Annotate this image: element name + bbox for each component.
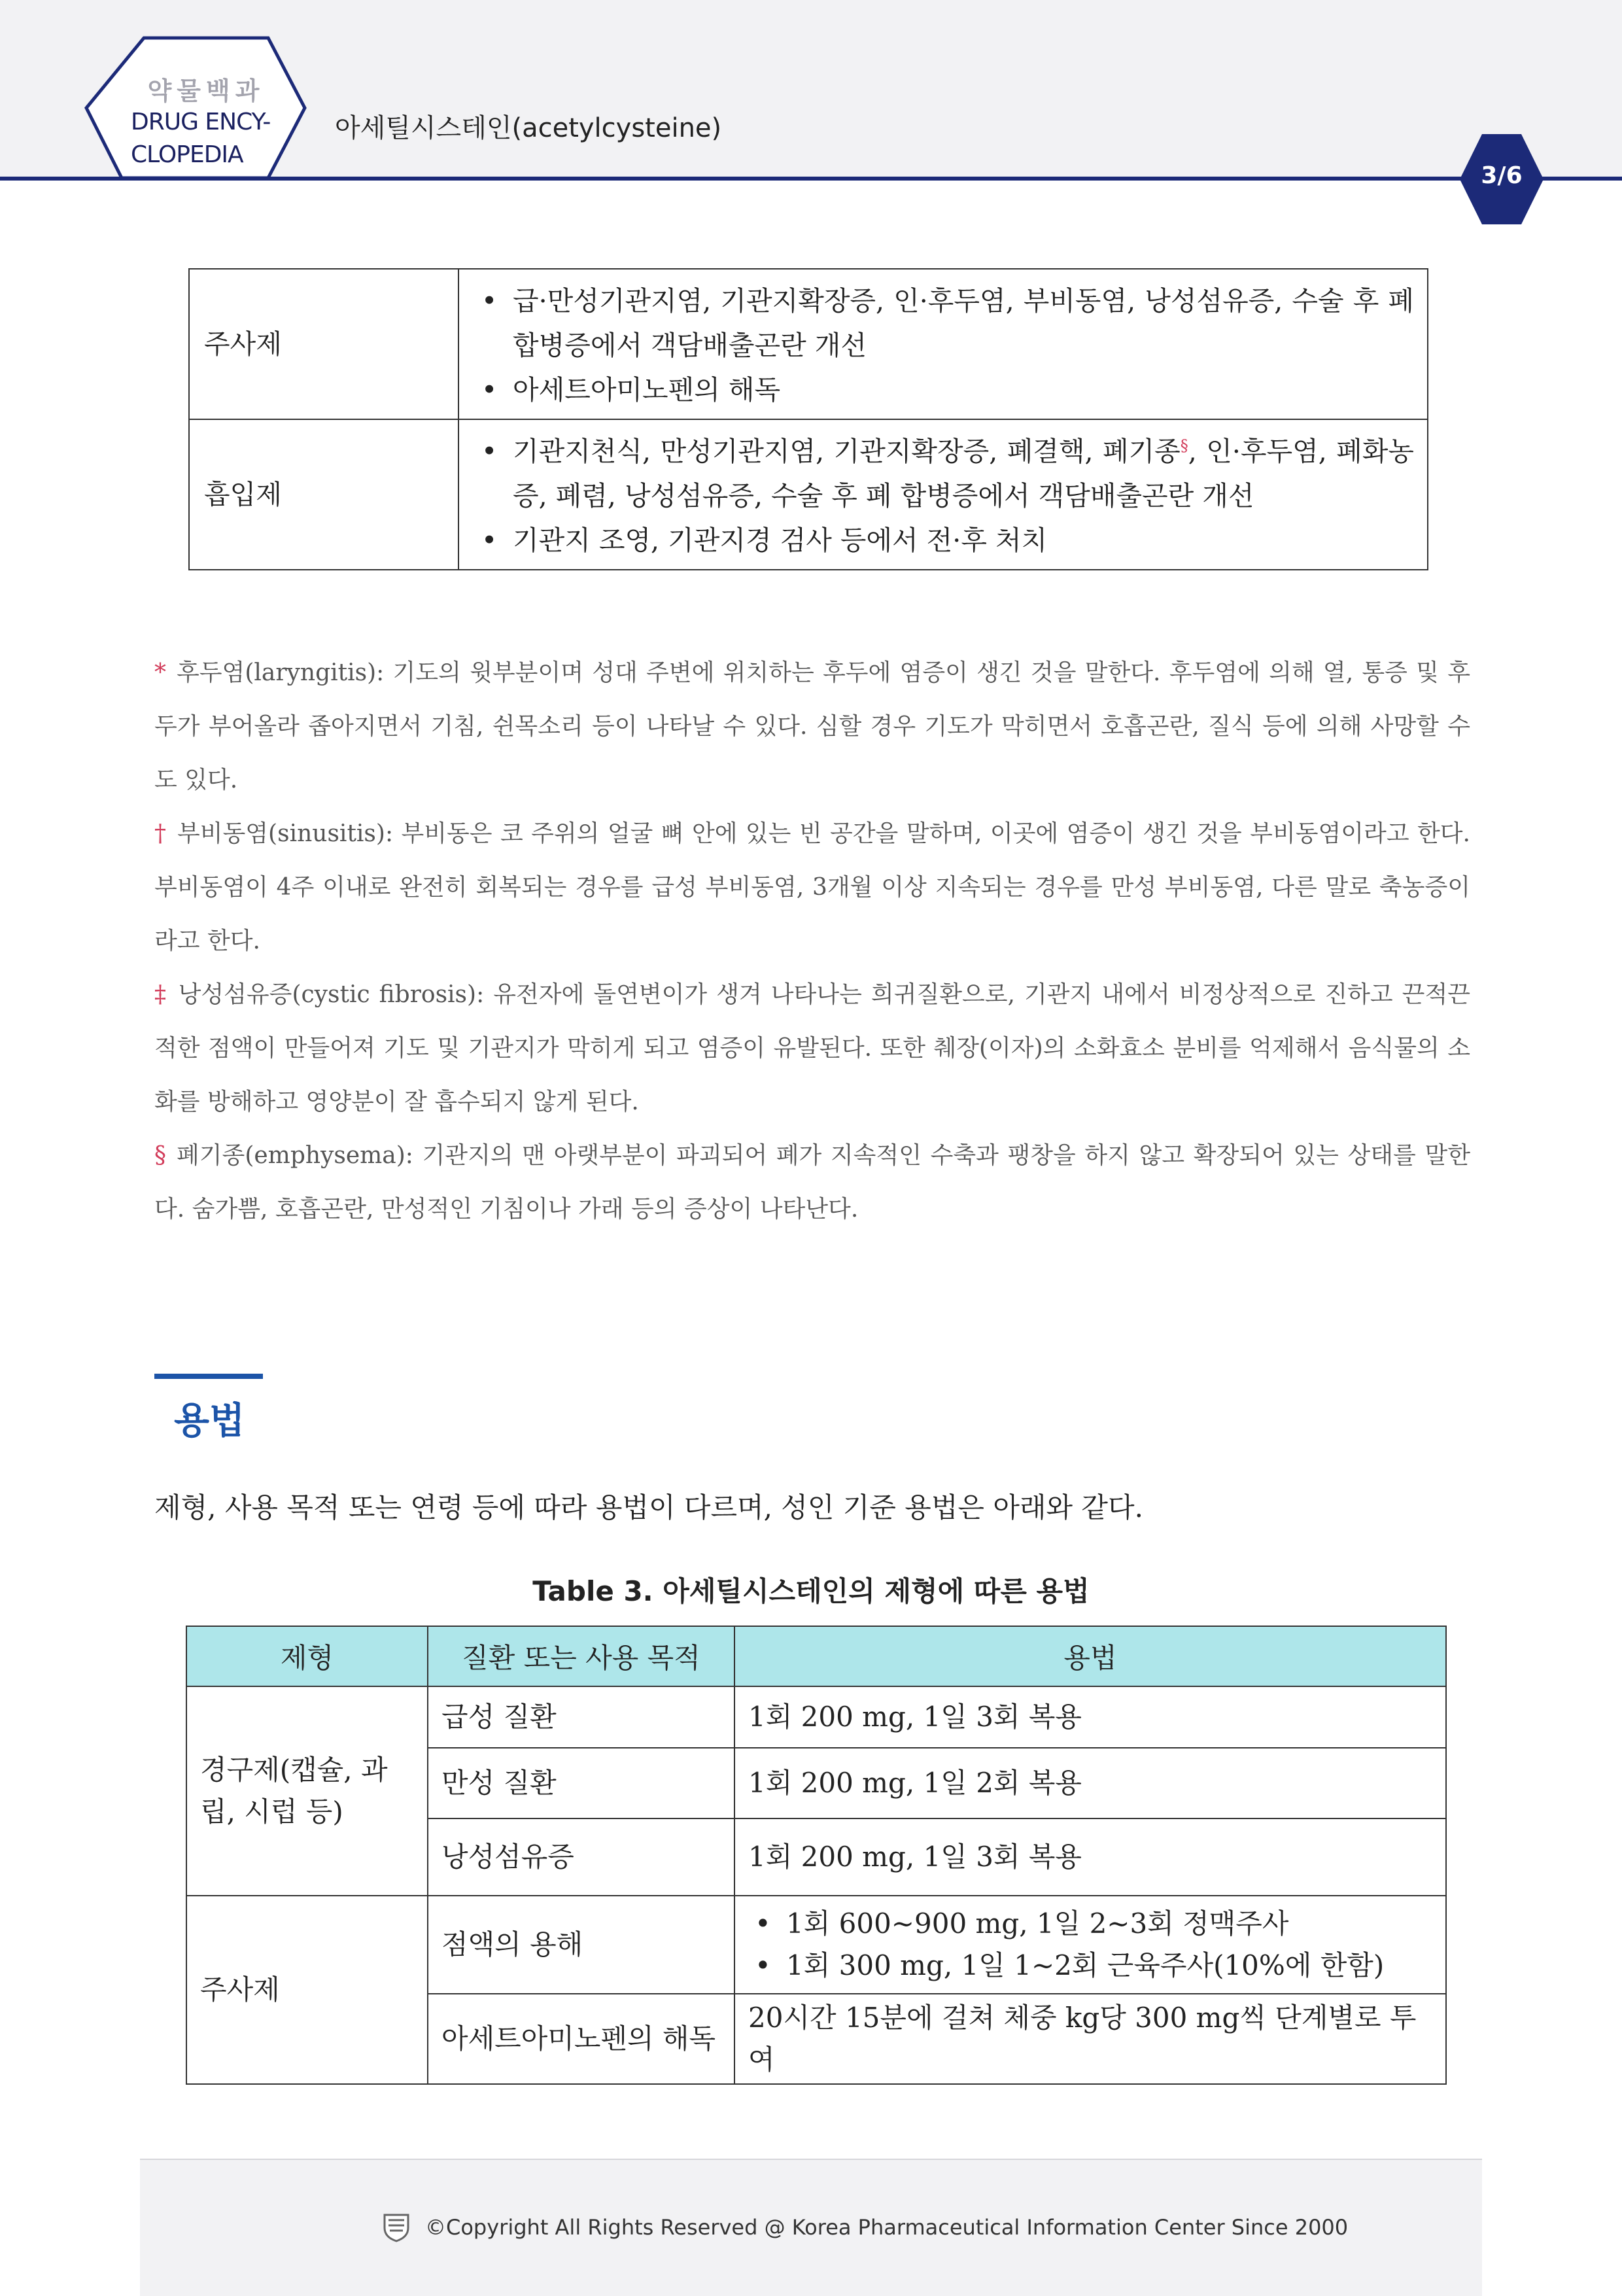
purpose-cell: 급성 질환 bbox=[428, 1686, 734, 1748]
footnote-mark: † bbox=[154, 820, 167, 847]
copyright-text: ©Copyright All Rights Reserved @ Korea Pharmaceutical Information Center Since 2000 bbox=[425, 2215, 1349, 2240]
section-intro: 제형, 사용 목적 또는 연령 등에 따라 용법이 다르며, 성인 기준 용법은 아래와 같다. bbox=[154, 1491, 1143, 1523]
document-title: 아세틸시스테인(acetylcysteine) bbox=[335, 113, 722, 143]
page-number: 3/6 bbox=[1481, 162, 1523, 189]
footnote-text: 부비동염(sinusitis): 부비동은 코 주위의 얼굴 뼈 안에 있는 빈 공간을 말하며, 이곳에 염증이 생긴 것을 부비동염이라고 한다. 부비동염이 4주 이내로 완전히 회복되는 경우를 급성 부비동염, 3개월 이상 지속되는 경우를 만성 부비동염, 다른 말로 축농증이라고 한다. bbox=[154, 820, 1470, 954]
footnote-mark: * bbox=[154, 659, 166, 686]
column-header: 제형 bbox=[186, 1626, 428, 1686]
table-row bbox=[186, 1686, 1446, 1748]
form-cell: 주사제 bbox=[186, 1896, 428, 2084]
indication-item bbox=[472, 429, 1414, 518]
table-caption: Table 3. 아세틸시스테인의 제형에 따른 용법 bbox=[532, 1575, 1090, 1607]
indication-cell bbox=[458, 269, 1428, 419]
footnote bbox=[154, 646, 1470, 807]
purpose-cell: 아세트아미노펜의 해독 bbox=[428, 1994, 734, 2084]
page-badge-hexagon-icon bbox=[0, 0, 1622, 235]
indication-text-cont: , 인·후두염, 폐화농증, 폐렴, 낭성섬유증, 수술 후 폐 합병증에서 객담배출곤란 개선 bbox=[513, 436, 1414, 512]
table-row bbox=[189, 419, 1428, 570]
dose-item: • 1회 300 mg, 1일 1~2회 근육주사(10%에 한함) bbox=[748, 1945, 1432, 1987]
purpose-cell: 만성 질환 bbox=[428, 1748, 734, 1818]
footnote-text: 폐기종(emphysema): 기관지의 맨 아랫부분이 파괴되어 폐가 지속적인 수축과 팽창을 하지 않고 확장되어 있는 상태를 말한다. 숨가쁨, 호흡곤란, 만성적인 기침이나 가래 등의 증상이 나타난다. bbox=[154, 1142, 1470, 1223]
footnote-text: 낭성섬유증(cystic fibrosis): 유전자에 돌연변이가 생겨 나타나는 희귀질환으로, 기관지 내에서 비정상적으로 진하고 끈적끈적한 점액이 만들어져 기도 및 기관지가 막히게 되고 염증이 유발된다. 또한 췌장(이자)의 소화효소 분비를 억제해서 음식물의 소화를 방해하고 영양분이 잘 흡수되지 않게 된다. bbox=[154, 981, 1471, 1115]
dose-cell: 1회 200 mg, 1일 3회 복용 bbox=[734, 1818, 1446, 1896]
form-cell: 경구제(캡슐, 과립, 시럽 등) bbox=[186, 1686, 428, 1896]
dose-cell: 20시간 15분에 걸쳐 체중 kg당 300 mg씩 단계별로 투여 bbox=[734, 1994, 1446, 2084]
footnote bbox=[154, 968, 1470, 1129]
table-row bbox=[186, 1896, 1446, 1994]
section-accent-bar bbox=[154, 1374, 263, 1379]
footnote-mark: ‡ bbox=[154, 981, 168, 1008]
column-header: 용법 bbox=[734, 1626, 1446, 1686]
indication-item: • 급·만성기관지염, 기관지확장증, 인·후두염, 부비동염, 낭성섬유증, 수술 후 폐 합병증에서 객담배출곤란 개선 bbox=[472, 279, 1414, 368]
column-header: 질환 또는 사용 목적 bbox=[428, 1626, 734, 1686]
footnote-marker: § bbox=[1180, 436, 1188, 455]
table-header-row bbox=[186, 1626, 1446, 1686]
form-cell: 흡입제 bbox=[189, 419, 458, 570]
footnote bbox=[154, 1129, 1470, 1236]
form-cell: 주사제 bbox=[189, 269, 458, 419]
shield-logo-icon bbox=[382, 2211, 411, 2242]
section-title: 용법 bbox=[174, 1400, 245, 1442]
indication-text: 기관지천식, 만성기관지염, 기관지확장증, 폐결핵, 폐기종 bbox=[513, 436, 1181, 467]
footnotes bbox=[154, 646, 1470, 1236]
indication-item: • 기관지 조영, 기관지경 검사 등에서 전·후 처치 bbox=[472, 518, 1414, 563]
dose-item: • 1회 600~900 mg, 1일 2~3회 정맥주사 bbox=[748, 1903, 1432, 1945]
footnote-mark: § bbox=[154, 1142, 166, 1169]
dosage-table bbox=[186, 1626, 1447, 2085]
purpose-cell: 낭성섬유증 bbox=[428, 1818, 734, 1896]
purpose-cell: 점액의 용해 bbox=[428, 1896, 734, 1994]
indications-table bbox=[188, 268, 1428, 570]
dose-cell bbox=[734, 1896, 1446, 1994]
logo-english: DRUG ENCY- CLOPEDIA bbox=[131, 109, 271, 168]
dose-cell: 1회 200 mg, 1일 3회 복용 bbox=[734, 1686, 1446, 1748]
indication-cell bbox=[458, 419, 1428, 570]
indication-item: • 아세트아미노펜의 해독 bbox=[472, 368, 1414, 412]
footnote-text: 후두염(laryngitis): 기도의 윗부분이며 성대 주변에 위치하는 후두에 염증이 생긴 것을 말한다. 후두염에 의해 열, 통증 및 후두가 부어올라 좁아지면서 기침, 쉰목소리 등이 나타날 수 있다. 심할 경우 기도가 막히면서 호흡곤란, 질식 등에 의해 사망할 수도 있다. bbox=[154, 659, 1470, 793]
dose-cell: 1회 200 mg, 1일 2회 복용 bbox=[734, 1748, 1446, 1818]
footnote bbox=[154, 807, 1470, 968]
logo-korean: 약물백과 bbox=[147, 77, 265, 105]
table-row bbox=[189, 269, 1428, 419]
